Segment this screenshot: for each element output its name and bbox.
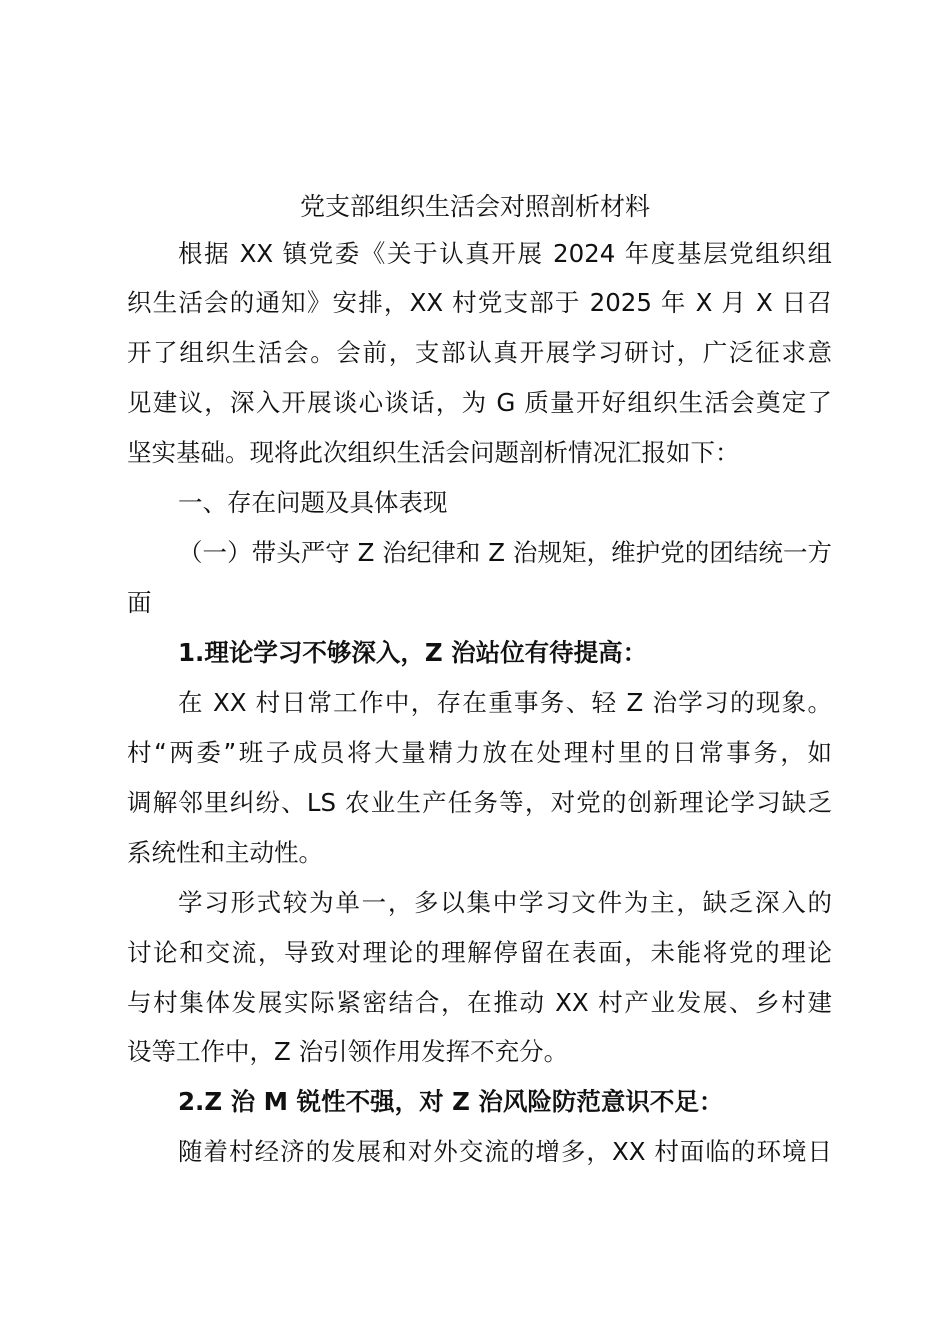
- point-1-para-2-line-4: 设等工作中，Z 治引领作用发挥不充分。: [127, 1037, 569, 1066]
- subsection-1-line-1: （一）带头严守 Z 治纪律和 Z 治规矩，维护党的团结统一方: [178, 538, 832, 567]
- intro-line-3: 开了组织生活会。会前，支部认真开展学习研讨，广泛征求意: [127, 338, 832, 367]
- point-1-para-1-line-4: 系统性和主动性。: [127, 838, 323, 867]
- point-1-heading: 1.理论学习不够深入，Z 治站位有待提高：: [178, 638, 648, 667]
- point-1-para-2-line-3: 与村集体发展实际紧密结合，在推动 XX 村产业发展、乡村建: [127, 988, 832, 1017]
- section-1-heading: 一、存在问题及具体表现: [178, 488, 448, 517]
- subsection-1-line-2: 面: [127, 588, 152, 617]
- point-1-para-1-line-3: 调解邻里纠纷、LS 农业生产任务等，对党的创新理论学习缺乏: [127, 788, 832, 817]
- intro-line-5: 坚实基础。现将此次组织生活会问题剖析情况汇报如下：: [127, 438, 740, 467]
- point-1-para-2-line-2: 讨论和交流，导致对理论的理解停留在表面，未能将党的理论: [127, 938, 832, 967]
- point-1-para-2-line-1: 学习形式较为单一，多以集中学习文件为主，缺乏深入的: [178, 888, 832, 917]
- point-2-heading: 2.Z 治 M 锐性不强，对 Z 治风险防范意识不足：: [178, 1087, 724, 1116]
- intro-line-4: 见建议，深入开展谈心谈话，为 G 质量开好组织生活会奠定了: [127, 388, 832, 417]
- point-1-para-1-line-2: 村“两委”班子成员将大量精力放在处理村里的日常事务，如: [127, 738, 832, 767]
- intro-line-2: 织生活会的通知》安排，XX 村党支部于 2025 年 X 月 X 日召: [127, 288, 832, 317]
- point-2-para-1-line-1: 随着村经济的发展和对外交流的增多，XX 村面临的环境日: [178, 1137, 832, 1166]
- intro-line-1: 根据 XX 镇党委《关于认真开展 2024 年度基层党组织组: [178, 239, 832, 268]
- point-1-para-1-line-1: 在 XX 村日常工作中，存在重事务、轻 Z 治学习的现象。: [178, 688, 832, 717]
- document-title: 党支部组织生活会对照剖析材料: [299, 192, 650, 221]
